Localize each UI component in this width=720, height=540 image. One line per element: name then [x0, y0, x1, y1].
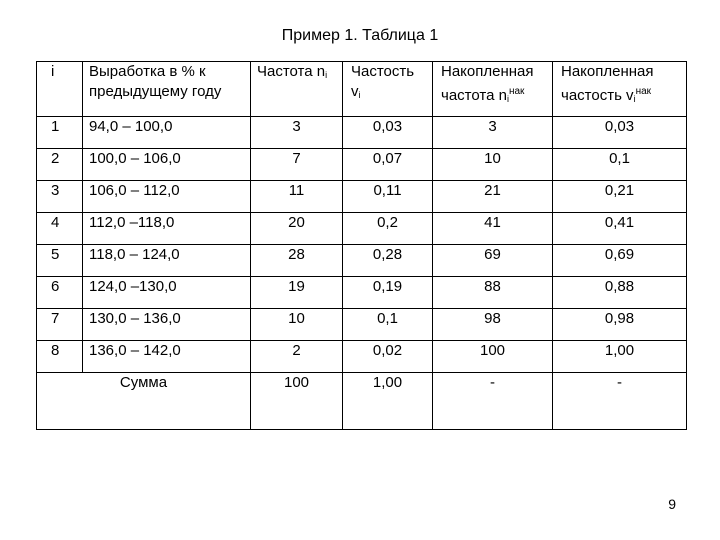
- row-index: 5: [37, 245, 83, 277]
- row-frequency: 11: [251, 181, 343, 213]
- table-row: [37, 213, 687, 245]
- row-index: 1: [37, 117, 83, 149]
- table-row: [37, 341, 687, 373]
- row-range: 94,0 – 100,0: [83, 117, 251, 149]
- row-cumulative-relative-frequency: 0,03: [553, 117, 687, 149]
- table-row: [37, 309, 687, 341]
- sum-relative-frequency: 1,00: [343, 373, 433, 430]
- row-range: 106,0 – 112,0: [83, 181, 251, 213]
- page-title: Пример 1. Таблица 1: [281, 27, 439, 44]
- row-frequency: 28: [251, 245, 343, 277]
- header-cumulative-frequency: Накопленная частота $n_i^{нак}$: [433, 62, 553, 117]
- row-range: 112,0 –118,0: [83, 213, 251, 245]
- row-relative-frequency: 0,19: [343, 277, 433, 309]
- row-relative-frequency: 0,1: [343, 309, 433, 341]
- row-index: 6: [37, 277, 83, 309]
- row-range: 118,0 – 124,0: [83, 245, 251, 277]
- sum-label: Сумма: [37, 373, 251, 430]
- row-cumulative-relative-frequency: 0,69: [553, 245, 687, 277]
- table-sum-row: [37, 373, 687, 430]
- row-cumulative-frequency: 21: [433, 181, 553, 213]
- sum-cumulative-frequency: -: [433, 373, 553, 430]
- row-cumulative-relative-frequency: 0,88: [553, 277, 687, 309]
- row-cumulative-relative-frequency: 0,21: [553, 181, 687, 213]
- row-cumulative-frequency: 69: [433, 245, 553, 277]
- row-cumulative-frequency: 41: [433, 213, 553, 245]
- row-range: 100,0 – 106,0: [83, 149, 251, 181]
- sum-cumulative-relative-frequency: -: [553, 373, 687, 430]
- table-row: [37, 149, 687, 181]
- row-frequency: 3: [251, 117, 343, 149]
- table-row: [37, 181, 687, 213]
- header-frequency: Частота $n_i$: [251, 62, 343, 117]
- row-index: 4: [37, 213, 83, 245]
- row-frequency: 10: [251, 309, 343, 341]
- row-cumulative-frequency: 88: [433, 277, 553, 309]
- row-cumulative-frequency: 10: [433, 149, 553, 181]
- row-frequency: 2: [251, 341, 343, 373]
- row-range: 130,0 – 136,0: [83, 309, 251, 341]
- row-cumulative-frequency: 98: [433, 309, 553, 341]
- table-row: [37, 117, 687, 149]
- row-cumulative-relative-frequency: 0,98: [553, 309, 687, 341]
- table-header-row: [37, 62, 687, 117]
- row-index: 2: [37, 149, 83, 181]
- sum-frequency: 100: [251, 373, 343, 430]
- row-frequency: 7: [251, 149, 343, 181]
- page-number: 9: [668, 496, 676, 512]
- row-range: 124,0 –130,0: [83, 277, 251, 309]
- header-i: i: [37, 62, 83, 117]
- row-index: 3: [37, 181, 83, 213]
- table-row: [37, 245, 687, 277]
- header-relative-frequency: Частость $v_i$: [343, 62, 433, 117]
- row-frequency: 20: [251, 213, 343, 245]
- row-frequency: 19: [251, 277, 343, 309]
- row-relative-frequency: 0,07: [343, 149, 433, 181]
- row-cumulative-relative-frequency: 0,1: [553, 149, 687, 181]
- row-cumulative-frequency: 3: [433, 117, 553, 149]
- row-cumulative-relative-frequency: 1,00: [553, 341, 687, 373]
- row-relative-frequency: 0,03: [343, 117, 433, 149]
- frequency-table: [36, 61, 687, 430]
- header-cumulative-relative-frequency: Накопленная частость $v_i^{нак}$: [553, 62, 687, 117]
- header-output: Выработка в % к предыдущему году: [83, 62, 251, 117]
- row-relative-frequency: 0,02: [343, 341, 433, 373]
- row-relative-frequency: 0,2: [343, 213, 433, 245]
- table-row: [37, 277, 687, 309]
- row-relative-frequency: 0,11: [343, 181, 433, 213]
- row-index: 8: [37, 341, 83, 373]
- row-range: 136,0 – 142,0: [83, 341, 251, 373]
- row-relative-frequency: 0,28: [343, 245, 433, 277]
- row-index: 7: [37, 309, 83, 341]
- row-cumulative-relative-frequency: 0,41: [553, 213, 687, 245]
- row-cumulative-frequency: 100: [433, 341, 553, 373]
